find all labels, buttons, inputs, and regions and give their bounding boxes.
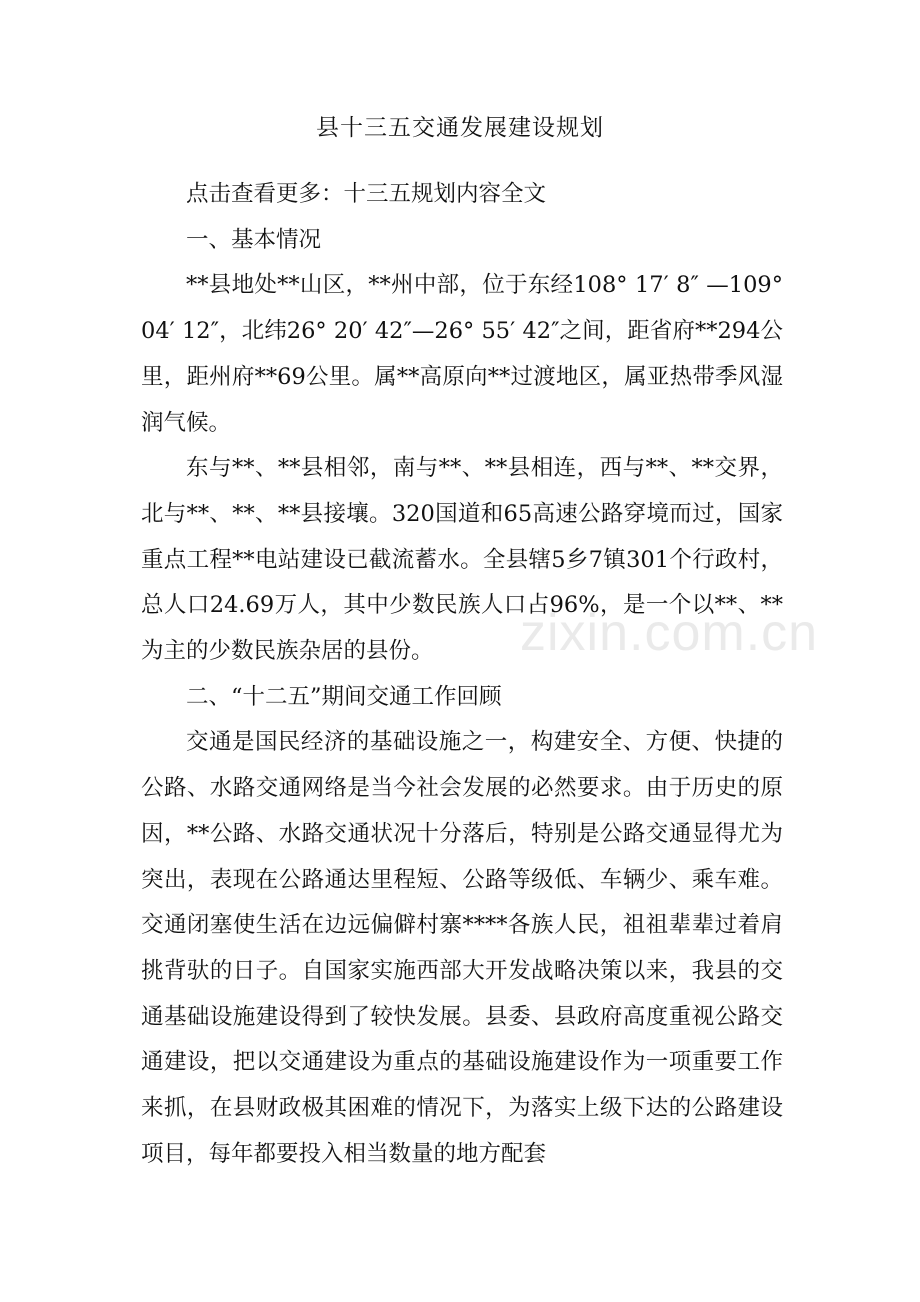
watermark: zixin.com.cn <box>520 604 819 662</box>
paragraph-boundaries: 东与**、**县相邻，南与**、**县相连，西与**、**交界，北与**、**、**县接壤。320国道和65高速公路穿境而过，国家重点工程**电站建设已截流蓄水。全县辖5乡7镇301个行政村，总人口24.69万人，其中少数民族人口占96%，是一个以**、**为主的少数民族杂居的县份。 <box>141 455 783 665</box>
section-heading-review: 二、“十二五”期间交通工作回顾 <box>186 683 502 710</box>
paragraph-transport: 交通是国民经济的基础设施之一，构建安全、方便、快捷的公路、水路交通网络是当今社会发展的必然要求。由于历史的原因，**公路、水路交通状况十分落后，特别是公路交通显得尤为突出，表现在公路通达里程短、公路等级低、车辆少、乘车难。交通闭塞使生活在边远偏僻村寨****各族人民，祖祖辈辈过着肩挑背驮的日子。自国家实施西部大开发战略决策以来，我县的交通基础设施建设得到了较快发展。县委、县政府高度重视公路交通建设，把以交通建设为重点的基础设施建设作为一项重要工作来抓，在县财政极其困难的情况下，为落实上级下达的公路建设项目，每年都要投入相当数量的地方配套 <box>141 729 783 1167</box>
document-body <box>141 172 783 1177</box>
section-heading-basic-info: 一、基本情况 <box>186 226 322 253</box>
document-title: 县十三五交通发展建设规划 <box>316 115 604 141</box>
paragraph-location: **县地处**山区，**州中部，位于东经108° 17′ 8″ —109° 04′ 12″，北纬26° 20′ 42″—26° 55′ 42″之间，距省府**294公里，距州府**69公里。属**高原向**过渡地区，属亚热带季风湿润气候。 <box>141 272 783 436</box>
more-content-link[interactable]: 点击查看更多：十三五规划内容全文 <box>186 181 547 207</box>
